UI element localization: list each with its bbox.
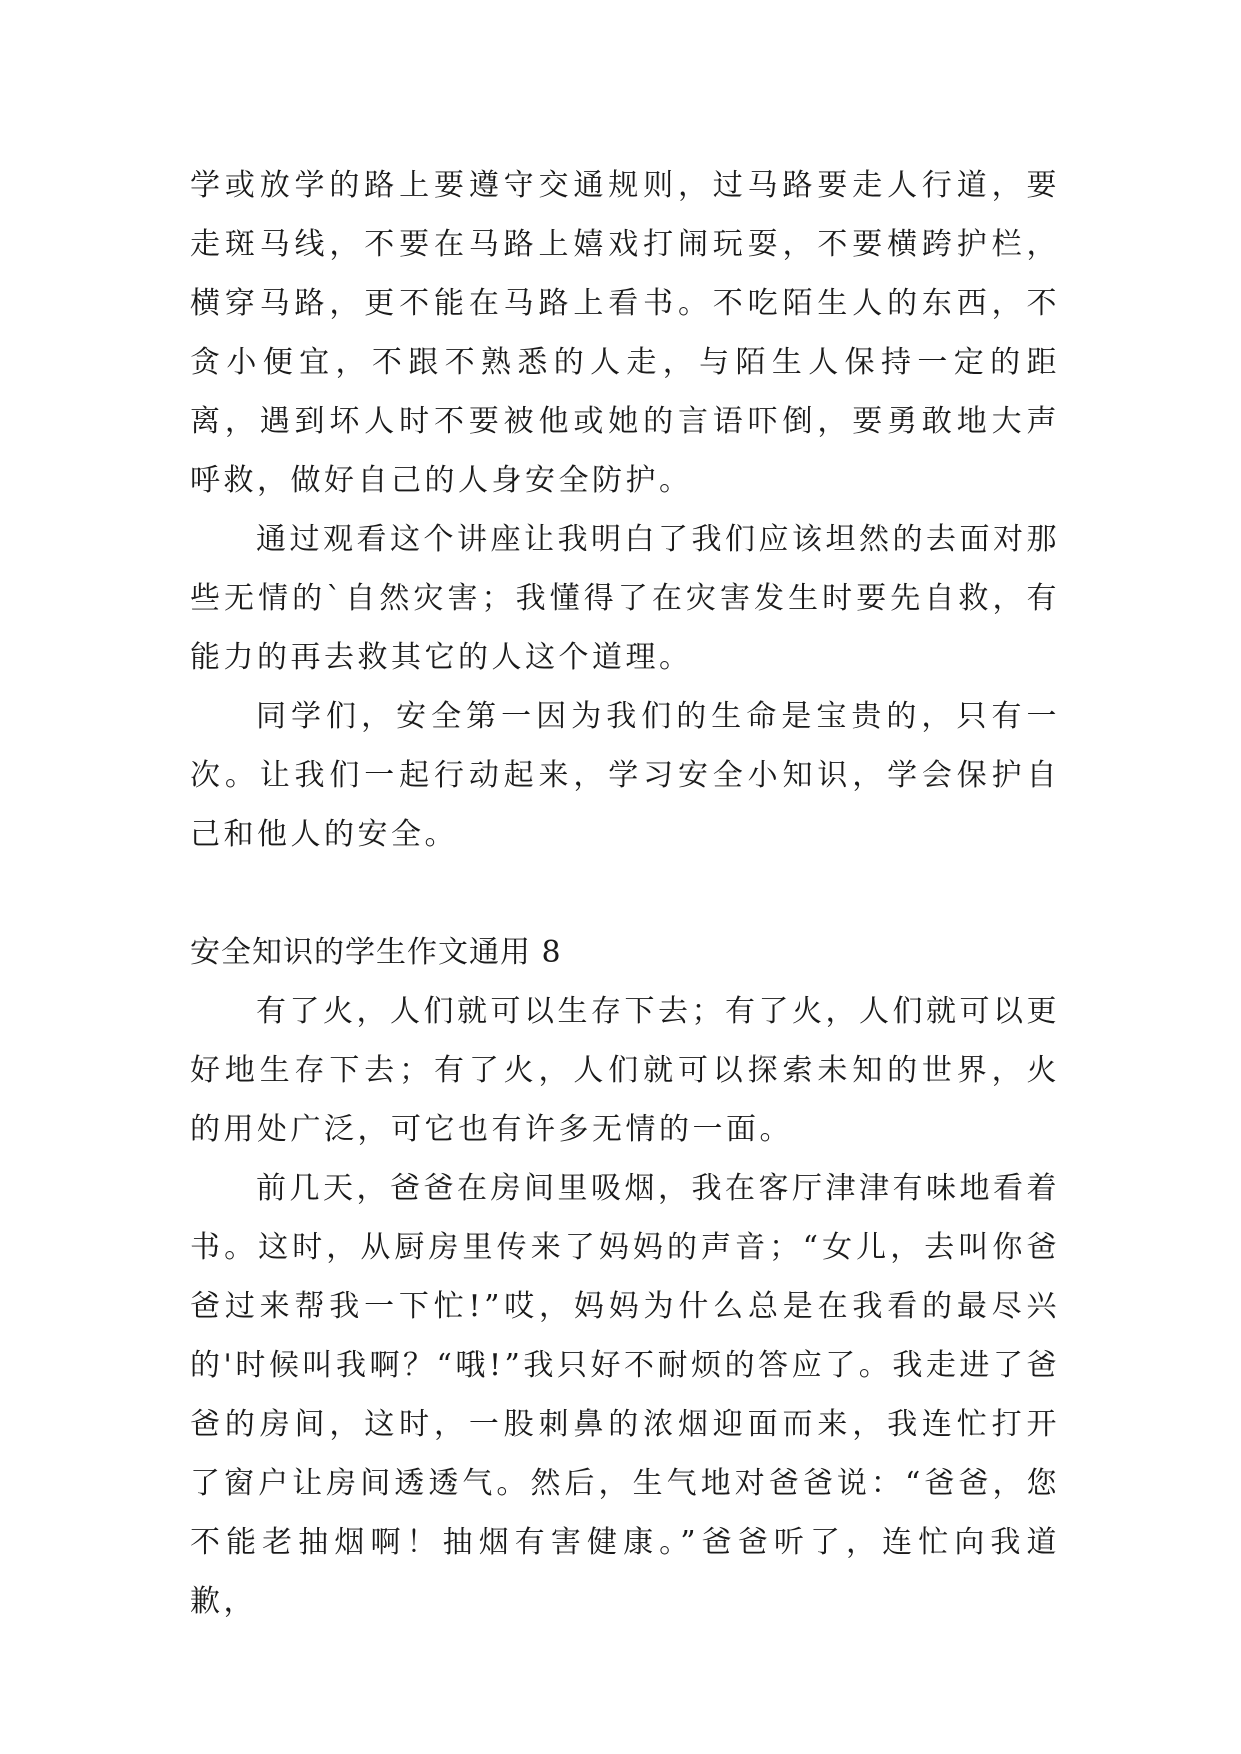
paragraph-fire-intro: 有了火，人们就可以生存下去；有了火，人们就可以更好地生存下去；有了火，人们就可以探索未知的世界，火的用处广泛，可它也有许多无情的一面。 xyxy=(190,994,1060,1147)
paragraph-continuation: 学或放学的路上要遵守交通规则，过马路要走人行道，要走斑马线，不要在马路上嬉戏打闹玩耍，不要横跨护栏，横穿马路，更不能在马路上看书。不吃陌生人的东西，不贪小便宜，不跟不熟悉的人走，与陌生人保持一定的距离，遇到坏人时不要被他或她的言语吓倒，要勇敢地大声呼救，做好自己的人身安全防护。 xyxy=(190,168,1060,498)
document-body xyxy=(190,156,1060,1631)
section-title: 安全知识的学生作文通用 8 xyxy=(190,935,562,970)
paragraph-lecture-reflection: 通过观看这个讲座让我明白了我们应该坦然的去面对那些无情的`自然灾害；我懂得了在灾害发生时要先自救，有能力的再去救其它的人这个道理。 xyxy=(190,522,1060,675)
paragraph-safety-first: 同学们，安全第一因为我们的生命是宝贵的，只有一次。让我们一起行动起来，学习安全小知识，学会保护自己和他人的安全。 xyxy=(190,699,1060,852)
paragraph-father-smoking: 前几天，爸爸在房间里吸烟，我在客厅津津有味地看着书。这时，从厨房里传来了妈妈的声音；“女儿，去叫你爸爸过来帮我一下忙!”哎，妈妈为什么总是在我看的最尽兴的'时候叫我啊？“哦!”我只好不耐烦的答应了。我走进了爸爸的房间，这时，一股刺鼻的浓烟迎面而来，我连忙打开了窗户让房间透透气。然后，生气地对爸爸说：“爸爸，您不能老抽烟啊！抽烟有害健康。”爸爸听了，连忙向我道歉， xyxy=(190,1171,1060,1619)
section-spacer xyxy=(190,864,1060,923)
